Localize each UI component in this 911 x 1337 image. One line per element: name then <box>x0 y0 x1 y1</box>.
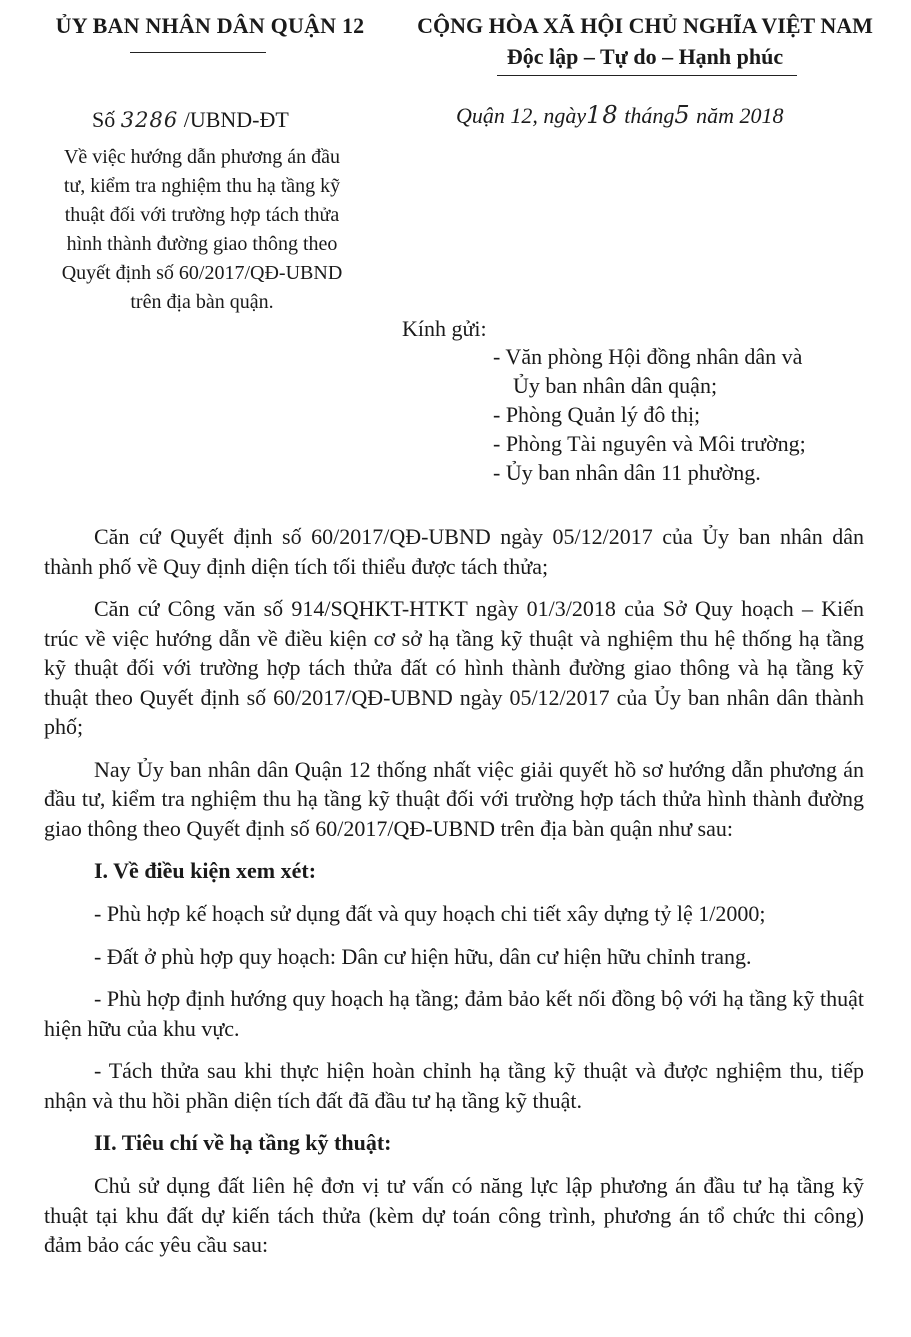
section-heading-2: II. Tiêu chí về hạ tầng kỹ thuật: <box>94 1130 392 1155</box>
condition-item: - Tách thửa sau khi thực hiện hoàn chỉnh hạ tầng kỹ thuật và được nghiệm thu, tiếp nhận và thu hồi phần diện tích đất đã đầu tư hạ tầng kỹ thuật. <box>44 1058 864 1113</box>
date-line <box>456 100 784 131</box>
recipient-item: - Ủy ban nhân dân 11 phường. <box>493 460 761 485</box>
recipient-item: - Văn phòng Hội đồng nhân dân và <box>493 344 803 369</box>
recipient-item-continuation: Ủy ban nhân dân quận; <box>513 373 718 398</box>
subject-line: tư, kiểm tra nghiệm thu hạ tầng kỹ <box>63 175 341 197</box>
recipient-item: - Phòng Tài nguyên và Môi trường; <box>493 431 806 456</box>
motto-underline <box>497 75 797 76</box>
date-month: 5 <box>674 101 691 129</box>
document-number <box>92 105 289 135</box>
subject-line: Quyết định số 60/2017/QĐ-UBND <box>61 262 343 284</box>
docno-suffix: /UBND-ĐT <box>183 107 289 132</box>
national-header-block <box>395 10 895 72</box>
condition-item: - Phù hợp định hướng quy hoạch hạ tầng; đảm bảo kết nối đồng bộ với hạ tầng kỹ thuật hiện hữu của khu vực. <box>44 986 864 1041</box>
date-year: năm 2018 <box>696 103 784 128</box>
subject-line: Về việc hướng dẫn phương án đầu <box>63 146 341 168</box>
decision-paragraph: Nay Ủy ban nhân dân Quận 12 thống nhất việc giải quyết hồ sơ hướng dẫn phương án đầu tư, kiểm tra nghiệm thu hạ tầng kỹ thuật đối với trường hợp tách thửa hình thành đường giao thông theo Quyết định số 60/2017/QĐ-UBND trên địa bàn quận như sau: <box>44 756 864 841</box>
date-place: Quận 12, ngày <box>456 103 587 128</box>
subject-excerpt <box>22 143 382 317</box>
national-motto: Độc lập – Tự do – Hạnh phúc <box>506 44 784 69</box>
issuing-organization: ỦY BAN NHÂN DÂN QUẬN 12 <box>55 13 365 38</box>
condition-item: - Phù hợp kế hoạch sử dụng đất và quy hoạch chi tiết xây dựng tỷ lệ 1/2000; <box>94 901 766 926</box>
org-underline <box>130 52 266 53</box>
section-heading-1: I. Về điều kiện xem xét: <box>94 858 317 883</box>
issuing-organization-block <box>20 10 400 42</box>
document-body <box>44 522 864 1273</box>
subject-line: thuật đối với trường hợp tách thửa <box>64 204 340 226</box>
legal-basis-paragraph: Căn cứ Quyết định số 60/2017/QĐ-UBND ngày 05/12/2017 của Ủy ban nhân dân thành phố về Quy định diện tích tối thiểu được tách thửa; <box>44 524 864 579</box>
legal-basis-paragraph: Căn cứ Công văn số 914/SQHKT-HTKT ngày 01/3/2018 của Sở Quy hoạch – Kiến trúc về việc hướng dẫn về điều kiện cơ sở hạ tầng kỹ thuật và nghiệm thu hệ thống hạ tầng kỹ thuật đối với trường hợp tách thửa đất có hình thành đường giao thông và hạ tầng kỹ thuật theo Quyết định số 60/2017/QĐ-UBND ngày 05/12/2017 của Ủy ban nhân dân thành phố; <box>44 596 864 739</box>
docno-handwritten-number: 3286 <box>120 108 179 132</box>
recipients-label: Kính gửi: <box>402 316 487 341</box>
subject-line: hình thành đường giao thông theo <box>66 233 338 255</box>
recipient-item: - Phòng Quản lý đô thị; <box>493 402 701 427</box>
date-day: 18 <box>586 101 619 129</box>
country-name: CỘNG HÒA XÃ HỘI CHỦ NGHĨA VIỆT NAM <box>417 13 873 38</box>
condition-item: - Đất ở phù hợp quy hoạch: Dân cư hiện hữu, dân cư hiện hữu chỉnh trang. <box>94 943 752 969</box>
subject-line: trên địa bàn quận. <box>130 291 274 313</box>
date-month-word: tháng <box>624 103 675 128</box>
criteria-paragraph: Chủ sử dụng đất liên hệ đơn vị tư vấn có năng lực lập phương án đầu tư hạ tầng kỹ thuật tại khu đất dự kiến tách thửa (kèm dự toán công trình, phương án tổ chức thi công) đảm bảo các yêu cầu sau: <box>44 1173 864 1257</box>
recipients-list <box>493 342 806 487</box>
docno-prefix: Số <box>92 107 116 132</box>
